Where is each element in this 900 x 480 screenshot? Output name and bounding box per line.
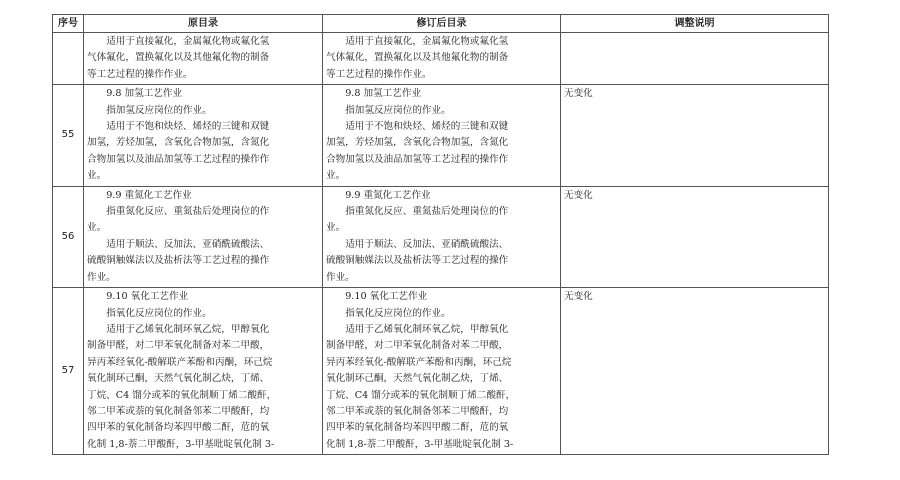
- text-line: 加氢，芳烃加氢，含氧化合物加氢，含氮化: [326, 137, 509, 149]
- text-line: 合物加氢以及油品加氢等工艺过程的操作作: [87, 153, 270, 165]
- text-line: 9.10 氧化工艺作业: [345, 291, 428, 303]
- text-line: 异丙苯经氧化-酸解联产苯酚和丙酮，环己烷: [326, 356, 512, 368]
- header-original-catalog: 原目录: [84, 15, 323, 33]
- revised-catalog-cell: [323, 33, 561, 85]
- text-line: 氧化制环己酮，天然气氧化制乙炔，丁烯、: [87, 373, 270, 385]
- text-line: 氧化制环己酮，天然气氧化制乙炔，丁烯、: [326, 373, 509, 385]
- text-line: 化制 1,8-萘二甲酸酐，3-甲基吡啶氧化制 3-: [87, 438, 275, 450]
- text-line: 适用于直接氟化，金属氟化物或氟化氢: [345, 36, 509, 47]
- text-line: 等工艺过程的操作作业。: [326, 68, 432, 80]
- text-line: 适用于不饱和炔烃、烯烃的三键和双键: [345, 121, 509, 133]
- original-catalog-cell: [84, 33, 323, 85]
- text-line: 业。: [87, 222, 107, 234]
- text-line: 9.9 重氮化工艺作业: [345, 189, 431, 201]
- text-line: 硫酸铜触媒法以及盐析法等工艺过程的操作: [87, 255, 270, 267]
- text-line: 等工艺过程的操作作业。: [87, 68, 193, 80]
- adjustment-note-cell: 无变化: [561, 288, 829, 455]
- text-line: 业。: [326, 170, 346, 182]
- text-line: 邻二甲苯或萘的氧化制备邻苯二甲酸酐，均: [87, 405, 270, 417]
- text-line: 业。: [326, 222, 346, 234]
- revised-catalog-cell: [323, 85, 561, 186]
- revised-catalog-cell: [323, 186, 561, 287]
- text-line: 9.10 氧化工艺作业: [106, 291, 189, 303]
- text-line: 指氧化反应岗位的作业。: [106, 307, 212, 319]
- text-line: 硫酸铜触媒法以及盐析法等工艺过程的操作: [326, 255, 509, 267]
- adjustment-note-cell: 无变化: [561, 85, 829, 186]
- text-line: 四甲苯的氧化制备均苯四甲酸二酐，苊的氧: [326, 422, 509, 434]
- row-number: [53, 33, 84, 85]
- header-seq: 序号: [53, 15, 84, 33]
- text-line: 适用于不饱和炔烃、烯烃的三键和双键: [106, 121, 270, 133]
- text-line: 指加氢反应岗位的作业。: [345, 104, 451, 116]
- text-line: 加氢，芳烃加氢，含氧化合物加氢，含氮化: [87, 137, 270, 149]
- text-line: 适用于顺法、反加法、亚硝酰硫酸法、: [106, 238, 270, 250]
- row-number: 55: [53, 85, 84, 186]
- text-line: 化制 1,8-萘二甲酸酐，3-甲基吡啶氧化制 3-: [326, 438, 514, 450]
- table-row: [53, 186, 829, 287]
- header-revised-catalog: 修订后目录: [323, 15, 561, 33]
- document-page: [52, 14, 828, 455]
- text-line: 适用于顺法、反加法、亚硝酰硫酸法、: [345, 238, 509, 250]
- row-number: 56: [53, 186, 84, 287]
- table-header-row: [53, 15, 829, 33]
- text-line: 适用于直接氟化，金属氟化物或氟化氢: [106, 36, 270, 47]
- row-number: 57: [53, 288, 84, 455]
- text-line: 指氧化反应岗位的作业。: [345, 307, 451, 319]
- text-line: 制备甲醛，对二甲苯氧化制备对苯二甲酸，: [87, 340, 270, 352]
- text-line: 异丙苯经氧化-酸解联产苯酚和丙酮，环己烷: [87, 356, 273, 368]
- text-line: 气体氟化，置换氟化以及其他氟化物的制备: [87, 52, 270, 64]
- text-line: 9.8 加氢工艺作业: [106, 88, 183, 100]
- text-line: 指重氮化反应、重氮盐后处理岗位的作: [345, 206, 509, 218]
- text-line: 适用于乙烯氧化制环氧乙烷，甲醇氧化: [345, 323, 509, 335]
- text-line: 9.9 重氮化工艺作业: [106, 189, 192, 201]
- table-body: [53, 33, 829, 455]
- adjustment-note-cell: [561, 33, 829, 85]
- header-adjustment-note: 调整说明: [561, 15, 829, 33]
- adjustment-note-cell: 无变化: [561, 186, 829, 287]
- text-line: 四甲苯的氧化制备均苯四甲酸二酐，苊的氧: [87, 422, 270, 434]
- text-line: 指重氮化反应、重氮盐后处理岗位的作: [106, 206, 270, 218]
- table-row: [53, 33, 829, 85]
- revision-table: [52, 14, 829, 455]
- original-catalog-cell: [84, 288, 323, 455]
- text-line: 合物加氢以及油品加氢等工艺过程的操作作: [326, 153, 509, 165]
- original-catalog-cell: [84, 85, 323, 186]
- text-line: 丁烷、C4 馏分或苯的氧化制顺丁烯二酸酐，: [326, 389, 516, 401]
- text-line: 邻二甲苯或萘的氧化制备邻苯二甲酸酐，均: [326, 405, 509, 417]
- text-line: 丁烷、C4 馏分或苯的氧化制顺丁烯二酸酐，: [87, 389, 277, 401]
- text-line: 作业。: [326, 271, 355, 283]
- text-line: 业。: [87, 170, 107, 182]
- text-line: 9.8 加氢工艺作业: [345, 88, 422, 100]
- text-line: 制备甲醛，对二甲苯氧化制备对苯二甲酸，: [326, 340, 509, 352]
- table-row: [53, 85, 829, 186]
- text-line: 指加氢反应岗位的作业。: [106, 104, 212, 116]
- text-line: 适用于乙烯氧化制环氧乙烷，甲醇氧化: [106, 323, 270, 335]
- text-line: 气体氟化，置换氟化以及其他氟化物的制备: [326, 52, 509, 64]
- original-catalog-cell: [84, 186, 323, 287]
- table-row: [53, 288, 829, 455]
- text-line: 作业。: [87, 271, 116, 283]
- revised-catalog-cell: [323, 288, 561, 455]
